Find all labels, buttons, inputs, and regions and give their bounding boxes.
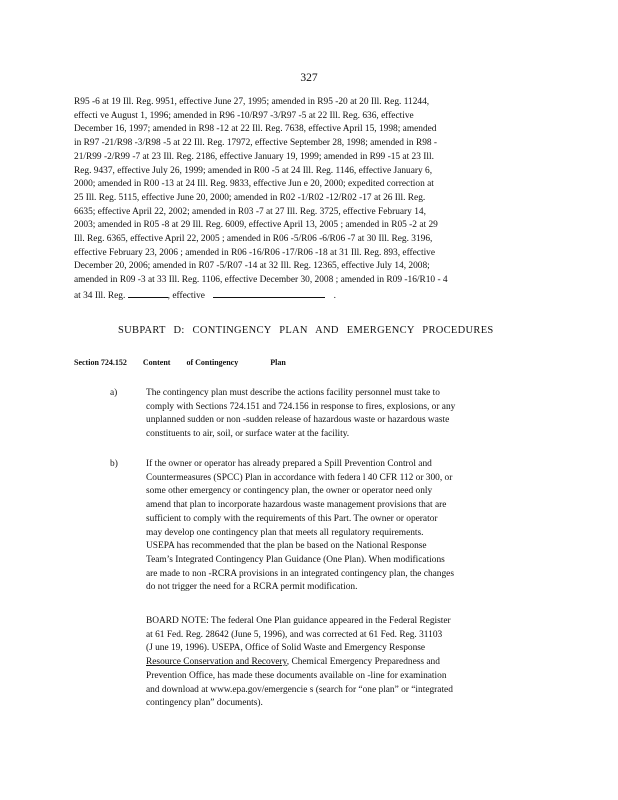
- history-line: 25 Ill. Reg. 5115, effective June 20, 2000; amended in R02 -1/R02 -12/R02 -17 at 26 Ill. Reg.: [74, 192, 426, 203]
- note-line-rest: , Chemical Emergency Preparedness and: [286, 657, 440, 668]
- paragraph-line: comply with Sections 724.151 and 724.156 in response to fires, explosions, or any: [146, 401, 456, 412]
- history-line: effective February 23, 2006 ; amended in R06 -16/R06 -17/R06 -18 at 31 Ill. Reg. 893, effective: [74, 247, 436, 258]
- paragraph-b-label: b): [110, 459, 118, 469]
- history-last-end: .: [333, 290, 336, 301]
- paragraph-line: USEPA has recommended that the plan be based on the National Response: [146, 541, 427, 552]
- section-number: Section 724.152: [74, 358, 127, 367]
- history-line: R95 -6 at 19 Ill. Reg. 9951, effective June 27, 1995; amended in R95 -20 at 20 Ill. Reg. 11244,: [74, 97, 430, 107]
- section-title-part2: of Contingency: [186, 358, 239, 367]
- history-line: 6635; effective April 22, 2002; amended in R03 -7 at 27 Ill. Reg. 3725, effective February 14,: [74, 206, 426, 217]
- note-line: BOARD NOTE: The federal One Plan guidance appeared in the Federal Register: [146, 616, 451, 626]
- paragraph-line: may develop one contingency plan that meets all regulatory requirements.: [146, 527, 424, 538]
- paragraph-line: Countermeasures (SPCC) Plan in accordance with federa l 40 CFR 112 or 300, or: [146, 472, 453, 483]
- section-title-part1: Content: [142, 358, 171, 367]
- note-line: Prevention Office, has made these documents available on -line for examination: [146, 670, 447, 681]
- note-line: contingency plan” documents).: [146, 698, 263, 709]
- section-heading: [74, 358, 286, 367]
- note-line: (J une 19, 1996). USEPA, Office of Solid Waste and Emergency Response: [146, 643, 426, 654]
- history-line: December 16, 1997; amended in R98 -12 at 22 Ill. Reg. 7638, effective April 15, 1998; amended: [74, 124, 437, 135]
- paragraph-line: constituents to air, soil, or surface water at the facility.: [146, 429, 350, 440]
- history-line-last: [74, 288, 542, 304]
- blank-register-number: [128, 288, 168, 298]
- subpart-heading: SUBPART D: CONTINGENCY PLAN AND EMERGENCY PROCEDURES: [118, 325, 494, 336]
- paragraph-line: Team’s Integrated Contingency Plan Guidance (One Plan). When modifications: [146, 554, 445, 565]
- office-name-underlined: Resource Conservation and Recovery: [146, 657, 287, 668]
- history-line: in R97 -21/R98 -3/R98 -5 at 22 Ill. Reg. 17972, effective September 28, 1998; amended in R98 -: [74, 138, 438, 149]
- history-line: effecti ve August 1, 1996; amended in R96 -10/R97 -3/R97 -5 at 22 Ill. Reg. 636, effective: [74, 110, 414, 121]
- history-note: [74, 96, 542, 304]
- history-line: 21/R99 -2/R99 -7 at 23 Ill. Reg. 2186, effective January 19, 1999; amended in R99 -15 at 23 Ill.: [74, 151, 434, 162]
- history-line: December 20, 2006; amended in R07 -5/R07 -14 at 32 Ill. Reg. 12365, effective July 14, 2008;: [74, 261, 430, 272]
- history-line: Reg. 9437, effective July 26, 1999; amended in R00 -5 at 24 Ill. Reg. 1146, effective January 6,: [74, 165, 433, 176]
- paragraph-line: do not trigger the need for a RCRA permit modification.: [146, 582, 358, 593]
- blank-effective-date: [213, 288, 325, 298]
- paragraph-b-text: [146, 458, 544, 595]
- history-line: 2003; amended in R05 -8 at 29 Ill. Reg. 6009, effective April 13, 2005 ; amended in R05 -2 at 29: [74, 220, 438, 231]
- history-line: amended in R09 -3 at 33 Ill. Reg. 1106, effective December 30, 2008 ; amended in R09 -16/R10 - 4: [74, 275, 448, 286]
- note-line: at 61 Fed. Reg. 28642 (June 5, 1996), and was corrected at 61 Fed. Reg. 31103: [146, 629, 443, 640]
- history-last-mid: , effective: [167, 290, 205, 301]
- paragraph-line: amend that plan to incorporate hazardous waste management provisions that are: [146, 500, 447, 511]
- paragraph-a-text: [146, 387, 544, 442]
- section-title-part3: Plan: [270, 358, 286, 367]
- paragraph-a-label: a): [110, 388, 118, 398]
- paragraph-line: are made to non -RCRA provisions in an integrated contingency plan, the changes: [146, 568, 454, 579]
- paragraph-line: If the owner or operator has already prepared a Spill Prevention Control and: [146, 459, 432, 469]
- history-line: 2000; amended in R00 -13 at 24 Ill. Reg. 9833, effective Jun e 20, 2000; expedited correction at: [74, 179, 434, 190]
- paragraph-line: some other emergency or contingency plan, the owner or operator need only: [146, 486, 433, 497]
- history-line: Ill. Reg. 6365, effective April 22, 2005 ; amended in R06 -5/R06 -6/R06 -7 at 30 Ill. Reg. 3196,: [74, 234, 433, 245]
- note-line: [146, 656, 544, 670]
- page-number: 327: [300, 72, 318, 84]
- paragraph-line: sufficient to comply with the requirements of this Part. The owner or operator: [146, 513, 438, 524]
- paragraph-line: unplanned sudden or non -sudden release of hazardous waste or hazardous waste: [146, 415, 450, 426]
- paragraph-line: The contingency plan must describe the actions facility personnel must take to: [146, 388, 440, 398]
- board-note-text: [146, 615, 544, 711]
- note-line: and download at www.epa.gov/emergencie s (search for “one plan” or “integrated: [146, 684, 453, 695]
- history-last-prefix: at 34 Ill. Reg.: [74, 290, 126, 301]
